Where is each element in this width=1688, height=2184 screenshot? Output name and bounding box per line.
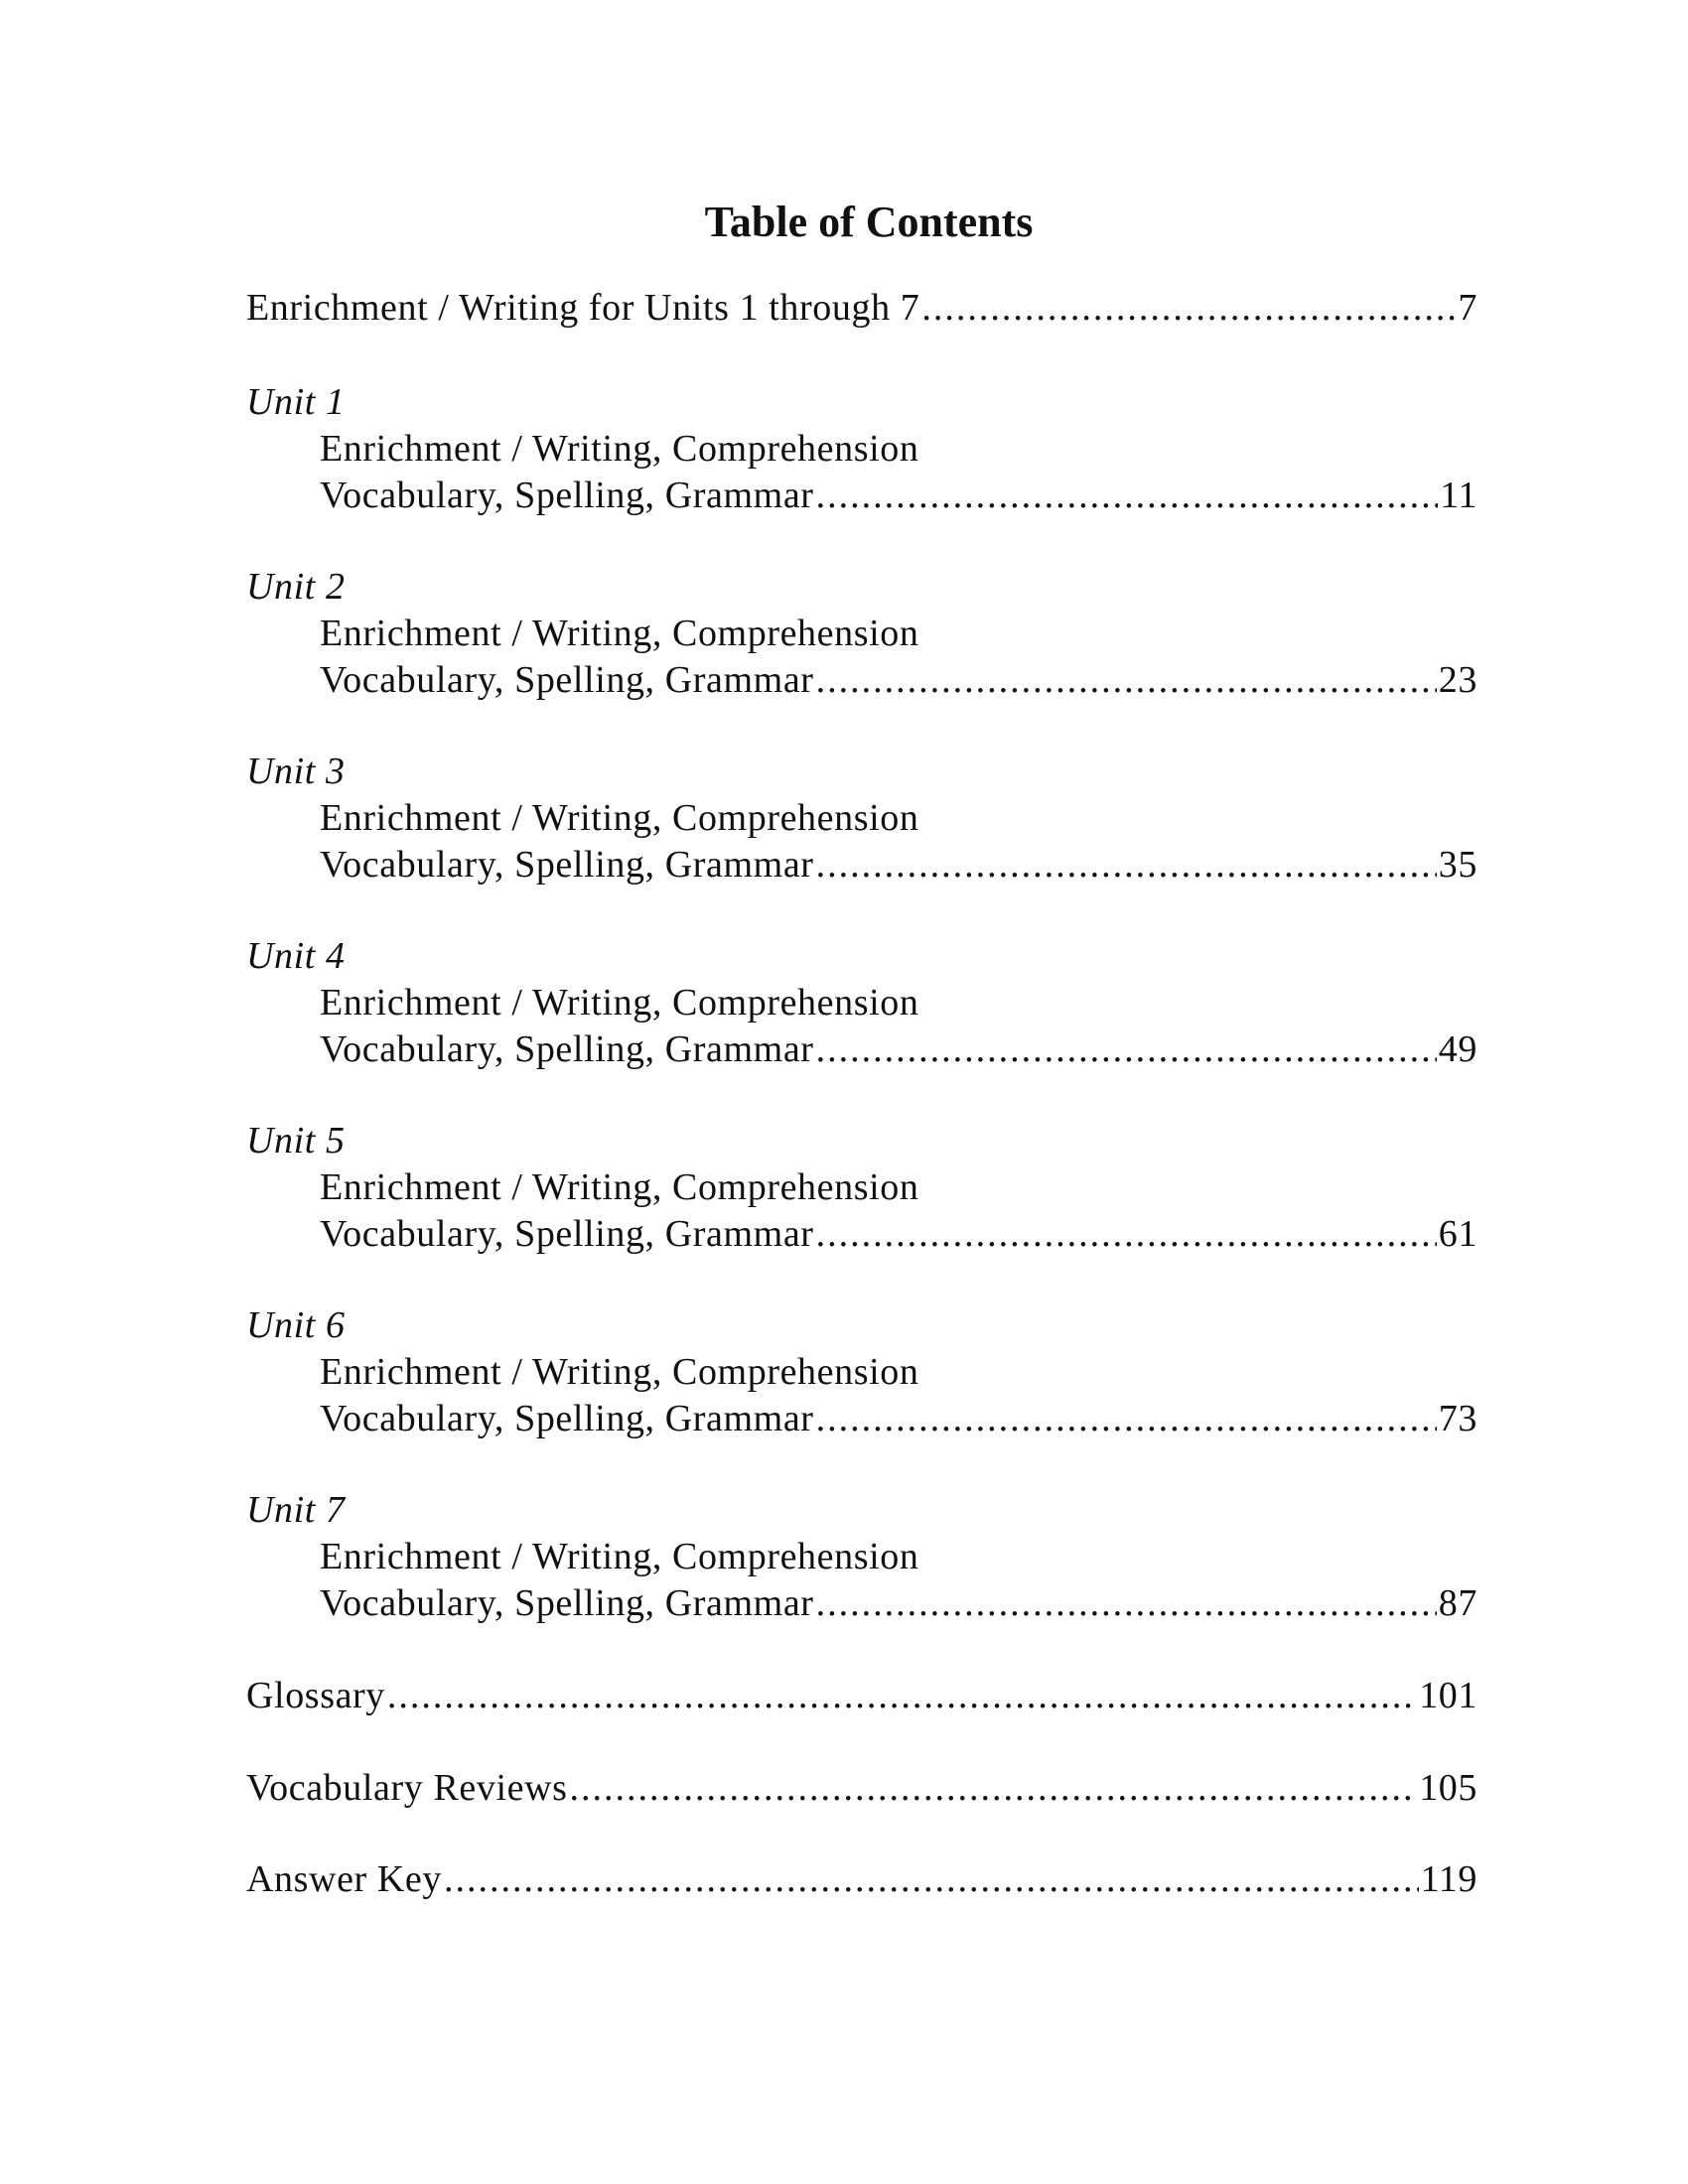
- unit-heading: Unit 7: [246, 1489, 346, 1531]
- dot-leader: [816, 840, 1437, 889]
- toc-page-number: 87: [1438, 1582, 1477, 1624]
- toc-page-number: 11: [1440, 475, 1477, 516]
- dot-leader: [570, 1763, 1418, 1813]
- unit-heading: Unit 1: [246, 381, 346, 423]
- dot-leader: [816, 1024, 1437, 1074]
- toc-entry-label: Vocabulary, Spelling, Grammar: [320, 475, 814, 516]
- toc-entry-label: Enrichment / Writing for Units 1 through 7: [246, 287, 920, 329]
- unit-topics-line: Enrichment / Writing, Comprehension: [320, 1351, 919, 1393]
- toc-entry-unit-7[interactable]: [320, 1578, 1477, 1628]
- toc-entry-unit-6[interactable]: [320, 1394, 1477, 1443]
- toc-page-number: 105: [1419, 1767, 1477, 1809]
- toc-entry-vocabulary-reviews[interactable]: [246, 1763, 1477, 1813]
- toc-page-number: 119: [1420, 1858, 1477, 1900]
- unit-topics-line: Enrichment / Writing, Comprehension: [320, 1536, 919, 1577]
- toc-entry-label: Answer Key: [246, 1858, 443, 1900]
- dot-leader: [444, 1854, 1419, 1904]
- dot-leader: [921, 283, 1456, 333]
- page-title: Table of Contents: [704, 198, 1034, 246]
- toc-entry-unit-2[interactable]: [320, 655, 1477, 705]
- toc-entry-label: Vocabulary, Spelling, Grammar: [320, 659, 814, 701]
- toc-page-number: 61: [1438, 1213, 1477, 1255]
- toc-entry-unit-5[interactable]: [320, 1209, 1477, 1259]
- toc-entry-label: Vocabulary, Spelling, Grammar: [320, 1028, 814, 1070]
- unit-heading: Unit 6: [246, 1304, 346, 1346]
- unit-heading: Unit 2: [246, 566, 346, 608]
- toc-page-number: 35: [1438, 844, 1477, 886]
- dot-leader: [816, 1209, 1437, 1259]
- toc-entry-label: Vocabulary Reviews: [246, 1767, 568, 1809]
- unit-topics-line: Enrichment / Writing, Comprehension: [320, 982, 919, 1024]
- unit-topics-line: Enrichment / Writing, Comprehension: [320, 613, 919, 654]
- toc-page-number: 49: [1438, 1028, 1477, 1070]
- dot-leader: [816, 655, 1437, 705]
- toc-entry-answer-key[interactable]: [246, 1854, 1477, 1904]
- toc-entry-unit-1[interactable]: [320, 471, 1477, 520]
- toc-entry-label: Glossary: [246, 1675, 385, 1716]
- dot-leader: [816, 1394, 1437, 1443]
- toc-page-number: 101: [1419, 1675, 1477, 1716]
- unit-heading: Unit 5: [246, 1120, 346, 1161]
- toc-page-number: 73: [1438, 1398, 1477, 1439]
- toc-entry-unit-3[interactable]: [320, 840, 1477, 889]
- dot-leader: [816, 1578, 1437, 1628]
- unit-topics-line: Enrichment / Writing, Comprehension: [320, 428, 919, 470]
- toc-entry-label: Vocabulary, Spelling, Grammar: [320, 1582, 814, 1624]
- toc-entry-glossary[interactable]: [246, 1671, 1477, 1720]
- toc-entry-intro[interactable]: [246, 283, 1477, 333]
- toc-entry-label: Vocabulary, Spelling, Grammar: [320, 1213, 814, 1255]
- dot-leader: [816, 471, 1439, 520]
- toc-page-number: 23: [1438, 659, 1477, 701]
- unit-heading: Unit 4: [246, 935, 346, 977]
- toc-entry-label: Vocabulary, Spelling, Grammar: [320, 1398, 814, 1439]
- dot-leader: [387, 1671, 1417, 1720]
- toc-page-number: 7: [1458, 287, 1477, 329]
- unit-topics-line: Enrichment / Writing, Comprehension: [320, 797, 919, 839]
- toc-entry-label: Vocabulary, Spelling, Grammar: [320, 844, 814, 886]
- toc-entry-unit-4[interactable]: [320, 1024, 1477, 1074]
- unit-topics-line: Enrichment / Writing, Comprehension: [320, 1166, 919, 1208]
- unit-heading: Unit 3: [246, 751, 346, 792]
